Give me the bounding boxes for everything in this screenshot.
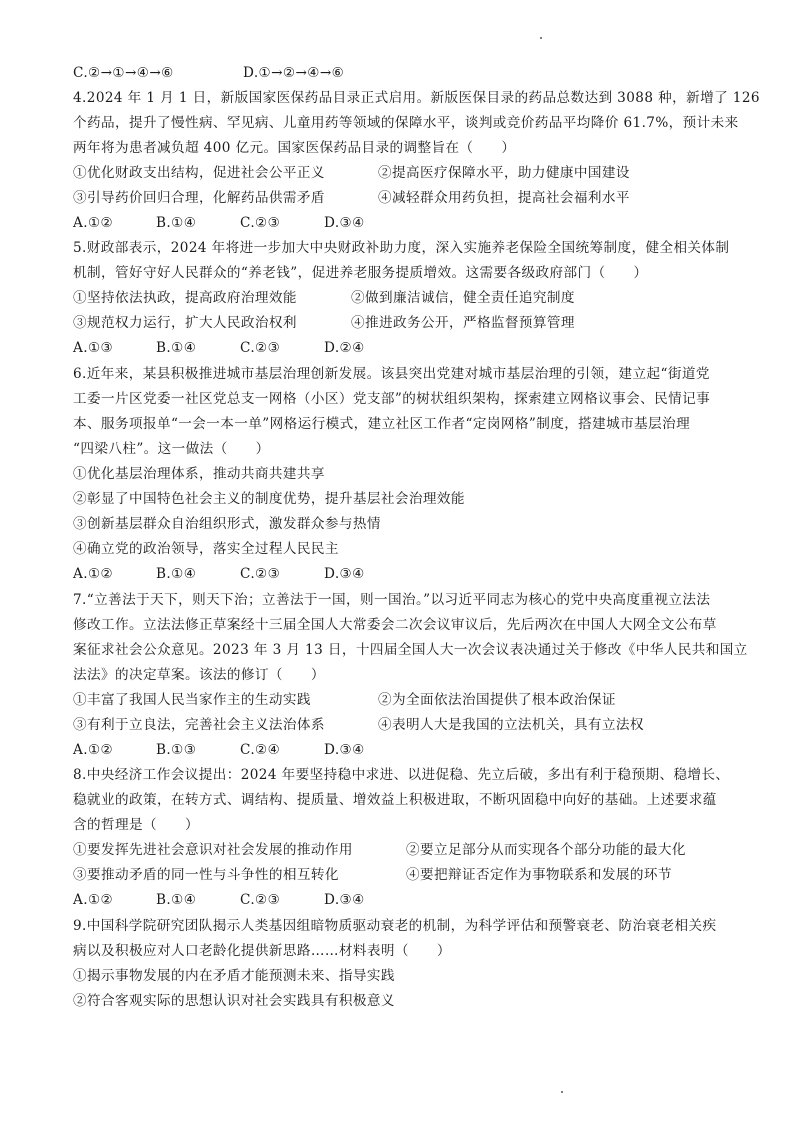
q3-choice-c: C.②→①→④→⑥ [73,65,174,81]
q4-choice-c: C.②③ [240,215,281,231]
q6-stem-line-4: “四梁八柱”。这一做法（ ） [73,441,270,457]
q5-item-1: ①坚持依法执政，提高政府治理效能 [73,290,297,306]
q4-stem-line-1: 4.2024 年 1 月 1 日，新版国家医保药品目录正式启用。新版医保目录的药品总数达到 3088 种，新增了 126 [73,90,760,106]
q4-item-4: ④减轻群众用药负担，提高社会福利水平 [378,190,630,206]
q9-stem-line-2: 病以及积极应对人口老龄化提供新思路……材料表明（ ） [73,943,451,959]
q7-choice-d: D.③④ [324,742,365,758]
q5-choice-c: C.②③ [240,340,281,356]
q7-stem-line-4: 法法》的决定草案。该法的修订（ ） [73,667,325,683]
q4-choice-a: A.①② [73,215,114,231]
q5-choice-d: D.②④ [324,340,365,356]
q4-item-3: ③引导药价回归合理，化解药品供需矛盾 [73,190,325,206]
q5-stem-line-1: 5.财政部表示，2024 年将进一步加大中央财政补助力度，深入实施养老保险全国统筹制度，健全相关体制 [73,240,730,256]
q3-choice-d: D.①→②→④→⑥ [243,65,345,81]
q7-stem-line-1: 7.“立善法于天下，则天下治；立善法于一国，则一国治。”以习近平同志为核心的党中央高度重视立法法 [73,592,711,608]
q6-choice-a: A.①② [73,566,114,582]
q8-stem-line-3: 含的哲理是（ ） [73,817,199,833]
q5-item-4: ④推进政务公开，严格监督预算管理 [351,315,575,331]
q7-stem-line-3: 案征求社会公众意见。2023 年 3 月 13 日，十四届全国人大一次会议表决通过关于修改《中华人民共和国立 [73,642,748,658]
q8-choice-a: A.①② [73,892,114,908]
q9-item-1: ①揭示事物发展的内在矛盾才能预测未来、指导实践 [73,968,395,984]
q8-stem-line-2: 稳就业的政策，在转方式、调结构、提质量、增效益上积极进取，不断巩固稳中向好的基础。上述要求蕴 [73,792,717,808]
q8-stem-line-1: 8.中央经济工作会议提出：2024 年要坚持稳中求进、以进促稳、先立后破，多出有利于稳预期、稳增长、 [73,767,730,783]
q6-stem-line-2: 工委一片区党委一社区党总支一网格（小区）党支部”的树状组织架构，探索建立网格议事会、民情记事 [73,391,711,407]
q5-item-3: ③规范权力运行，扩大人民政治权利 [73,315,297,331]
q7-choice-c: C.②④ [240,742,281,758]
q8-choice-b: B.①④ [156,892,197,908]
q6-choice-b: B.①④ [156,566,197,582]
q4-stem-line-3: 两年将为患者减负超 400 亿元。国家医保药品目录的调整旨在（ ） [73,140,516,156]
q8-item-2: ②要立足部分从而实现各个部分功能的最大化 [406,842,686,858]
q4-choice-b: B.①④ [156,215,197,231]
q4-item-2: ②提高医疗保障水平，助力健康中国建设 [378,165,630,181]
q8-choice-c: C.②③ [240,892,281,908]
q6-choice-c: C.②③ [240,566,281,582]
q8-item-1: ①要发挥先进社会意识对社会发展的推动作用 [73,842,353,858]
q5-choice-b: B.①④ [156,340,197,356]
q6-choice-d: D.③④ [324,566,365,582]
q4-choice-d: D.③④ [324,215,365,231]
q4-stem-line-2: 个药品，提升了慢性病、罕见病、儿童用药等领域的保障水平，谈判或竞价药品平均降价 61.7%，预计未来 [73,115,739,131]
q7-item-3: ③有利于立良法，完善社会主义法治体系 [73,717,325,733]
q9-item-2: ②符合客观实际的思想认识对社会实践具有积极意义 [73,993,395,1009]
q7-stem-line-2: 修改工作。立法法修正草案经十三届全国人大常委会二次会议审议后，先后两次在中国人大网全文公布草 [73,617,717,633]
q8-choice-d: D.③④ [324,892,365,908]
q8-item-3: ③要推动矛盾的同一性与斗争性的相互转化 [73,867,339,883]
q7-choice-a: A.①② [73,742,114,758]
q6-stem-line-3: 本、服务项报单“一会一本一单”网格运行模式，建立社区工作者“定岗网格”制度，搭建城市基层治理 [73,416,691,432]
q5-stem-line-2: 机制，管好守好人民群众的“养老钱”，促进养老服务提质增效。这需要各级政府部门（ ） [73,265,648,281]
q7-choice-b: B.①③ [156,742,197,758]
q6-item-4: ④确立党的政治领导，落实全过程人民民主 [73,541,339,557]
q7-item-2: ②为全面依法治国提供了根本政治保证 [378,692,616,708]
q6-item-3: ③创新基层群众自治组织形式，激发群众参与热情 [73,516,381,532]
page-mark-top [540,37,542,39]
q9-stem-line-1: 9.中国科学院研究团队揭示人类基因组暗物质驱动衰老的机制，为科学评估和预警衰老、防治衰老相关疾 [73,918,717,934]
q6-item-2: ②彰显了中国特色社会主义的制度优势，提升基层社会治理效能 [73,491,465,507]
q7-item-1: ①丰富了我国人民当家作主的生动实践 [73,692,311,708]
q4-item-1: ①优化财政支出结构，促进社会公平正义 [73,165,325,181]
q6-item-1: ①优化基层治理体系，推动共商共建共享 [73,466,325,482]
q5-choice-a: A.①③ [73,340,114,356]
q5-item-2: ②做到廉洁诚信，健全责任追究制度 [351,290,575,306]
q7-item-4: ④表明人大是我国的立法机关，具有立法权 [378,717,644,733]
q8-item-4: ④要把辩证否定作为事物联系和发展的环节 [406,867,672,883]
q6-stem-line-1: 6.近年来，某县积极推进城市基层治理创新发展。该县突出党建对城市基层治理的引领，建立起“街道党 [73,366,710,382]
page-mark-bottom [561,1091,563,1093]
